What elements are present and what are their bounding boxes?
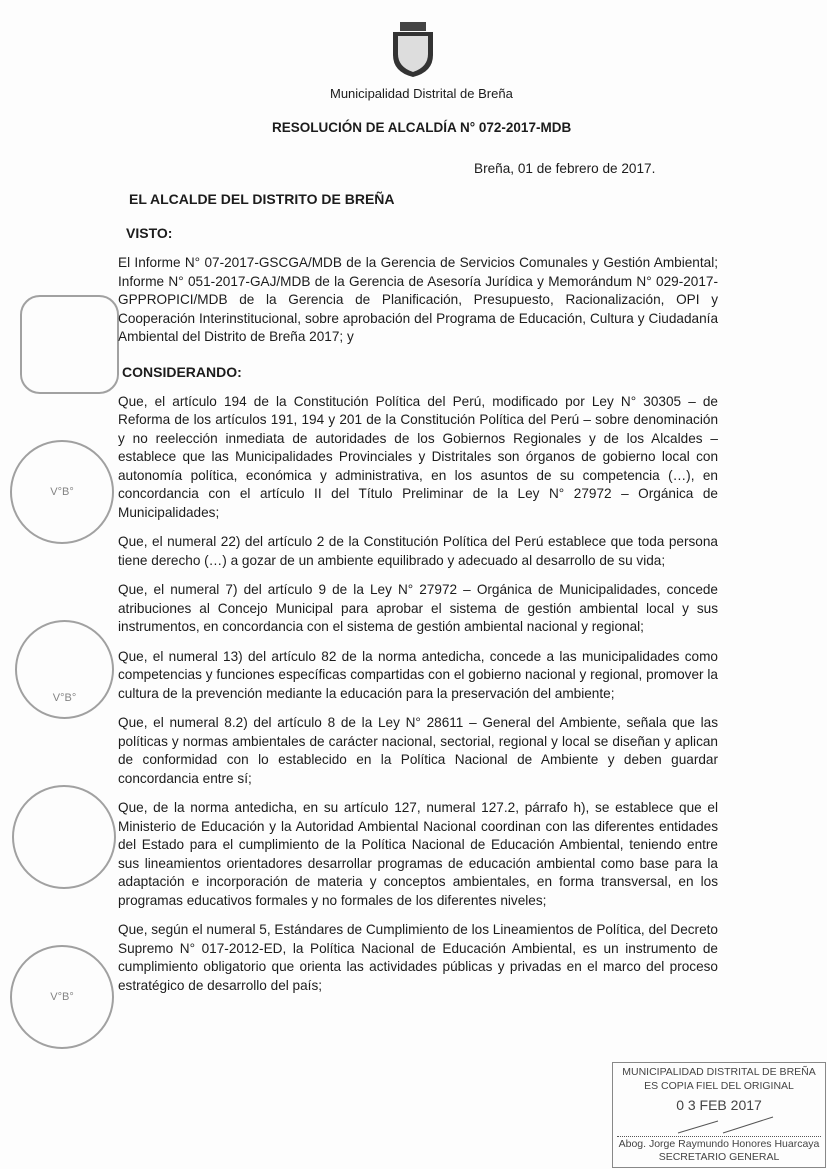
authority-heading: EL ALCALDE DEL DISTRITO DE BREÑA	[129, 191, 395, 207]
visto-heading: VISTO:	[126, 225, 173, 241]
vb-seal-stamp: V°B°	[15, 620, 114, 719]
resolution-date: Breña, 01 de febrero de 2017.	[474, 161, 656, 176]
stamp-certification: ES COPIA FIEL DEL ORIGINAL	[644, 1080, 794, 1092]
vb-seal-stamp: V°B°	[10, 945, 114, 1049]
visto-paragraph: El Informe N° 07-2017-GSCGA/MDB de la Gerencia de Servicios Comunales y Gestión Ambiental; Informe N° 051-2017-GAJ/MDB de la Gerencia de Asesoría Jurídica y Memorándum N° 029-2017-GPPROPICI/MDB de la Gerencia de Planificación, Presupuesto, Racionalización, OPI y Cooperación Interinstitucional, sobre aprobación del Programa de Educación, Cultura y Ciudadanía Ambiental del Distrito de Breña 2017; y	[118, 255, 718, 344]
handwritten-signature	[673, 1115, 783, 1135]
stamp-date: 0 3 FEB 2017	[676, 1097, 762, 1113]
considerando-paragraph: Que, el numeral 7) del artículo 9 de la Ley N° 27972 – Orgánica de Municipalidades, concede atribuciones al Concejo Municipal para aprobar el sistema de gestión ambiental local y sus instrumentos, en concordancia con el sistema de gestión ambiental nacional y regional;	[118, 582, 718, 634]
resolution-title: RESOLUCIÓN DE ALCALDÍA N° 072-2017-MDB	[272, 120, 572, 135]
considerando-paragraph: Que, de la norma antedicha, en su artículo 127, numeral 127.2, párrafo h), se establece que el Ministerio de Educación y la Autoridad Ambiental Nacional coordinan con las diferentes entidades del Estado para el cumplimiento de la Política Nacional de Educación Ambiental, teniendo entre sus lineamientos orientadores desarrollar programas de educación ambiental como base para la adaptación e incorporación de materia y conceptos ambientales, en forma transversal, en los programas educativos formales y no formales de los diferentes niveles;	[118, 800, 718, 908]
gerencia-seal-stamp	[20, 295, 119, 394]
considerando-paragraph: Que, según el numeral 5, Estándares de Cumplimiento de los Lineamientos de Política, del Decreto Supremo N° 017-2012-ED, la Política Nacional de Educación Ambiental, es un instrumento de cumplimiento obligatorio que orienta las actividades públicas y privadas en el marco del proceso estratégico de desarrollo del país;	[118, 922, 718, 993]
considerando-paragraph: Que, el artículo 194 de la Constitución Política del Perú, modificado por Ley N° 30305 – de Reforma de los artículos 191, 194 y 201 de la Constitución Política del Perú – sobre denominación y no reelección inmediata de autoridades de los Gobiernos Regionales y de los Alcaldes – establece que las Municipalidades Provinciales y Distritales son órganos de gobierno local con autonomía política, económica y administrativa, en los asuntos de su competencia (…), en concordancia con el artículo II del Título Preliminar de la Ley N° 27972 – Orgánica de Municipalidades;	[118, 393, 718, 520]
stamp-signer: Abog. Jorge Raymundo Honores Huarcaya	[618, 1138, 820, 1150]
certified-copy-stamp	[612, 1062, 826, 1168]
stamp-role: SECRETARIO GENERAL	[658, 1151, 780, 1163]
document-body	[118, 224, 718, 1006]
institution-name: Municipalidad Distrital de Breña	[330, 86, 513, 101]
considerando-paragraph: Que, el numeral 13) del artículo 82 de la norma antedicha, concede a las municipalidades como competencias y funciones específicas compartidas con el gobierno nacional y regional, promover la cultura de la prevención mediante la educación para la preservación del ambiente;	[118, 648, 718, 701]
stamp-institution: MUNICIPALIDAD DISTRITAL DE BREÑA	[622, 1066, 816, 1078]
secretaria-seal-stamp	[12, 785, 116, 889]
considerando-paragraph: Que, el numeral 22) del artículo 2 de la Constitución Política del Perú establece que toda persona tiene derecho (…) a gozar de un ambiente equilibrado y adecuado al desarrollo de su vida;	[118, 534, 718, 568]
vb-seal-stamp: V°B°	[10, 440, 114, 544]
considerando-paragraph: Que, el numeral 8.2) del artículo 8 de la Ley N° 28611 – General del Ambiente, señala que las políticas y normas ambientales de carácter nacional, sectorial, regional y local se diseñan y aplican de conformidad con lo establecido en la Política Nacional de Ambiente y deben guardar concordancia entre sí;	[118, 715, 718, 786]
considerando-heading: CONSIDERANDO:	[122, 363, 242, 380]
municipal-coat-of-arms-logo	[388, 20, 438, 78]
